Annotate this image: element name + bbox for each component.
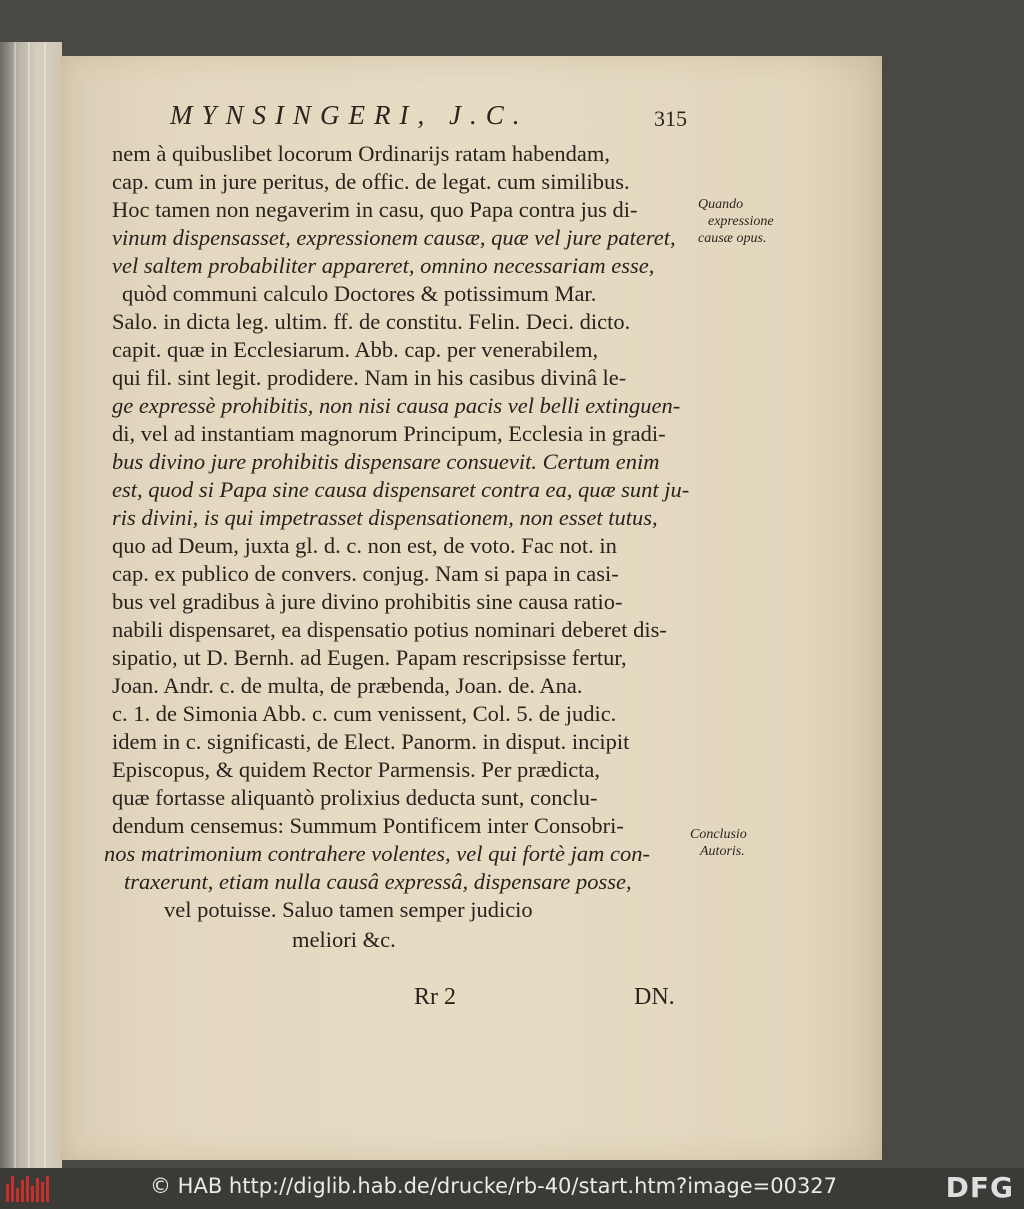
text-line: sipatio, ut D. Bernh. ad Eugen. Papam rescripsisse fertur, bbox=[112, 645, 627, 670]
text-line: vel potuisse. Saluo tamen semper judicio bbox=[164, 897, 533, 922]
page-number: 315 bbox=[654, 106, 687, 131]
margin-note-line: Autoris. bbox=[700, 844, 745, 859]
text-line: quòd communi calculo Doctores & potissimum Mar. bbox=[122, 281, 597, 306]
text-line: vinum dispensasset, expressionem causæ, quæ vel jure pateret, bbox=[112, 225, 676, 250]
hab-logo-icon bbox=[6, 1176, 50, 1202]
dfg-logo: DFG bbox=[945, 1171, 1014, 1204]
text-line: Hoc tamen non negaverim in casu, quo Papa contra jus di- bbox=[112, 197, 638, 222]
text-line: Episcopus, & quidem Rector Parmensis. Per prædicta, bbox=[112, 757, 601, 782]
text-line: quæ fortasse aliquantò prolixius deducta sunt, conclu- bbox=[112, 785, 598, 810]
margin-note-line: Conclusio bbox=[690, 827, 747, 842]
margin-note-line: causæ opus. bbox=[698, 231, 767, 246]
text-line: est, quod si Papa sine causa dispensaret contra ea, quæ sunt ju- bbox=[112, 477, 690, 502]
text-line: bus divino jure prohibitis dispensare consuevit. Certum enim bbox=[112, 449, 660, 474]
running-head: MYNSINGERI, J.C. bbox=[170, 100, 529, 130]
margin-note-line: Quando bbox=[698, 197, 744, 212]
text-line: Salo. in dicta leg. ultim. ff. de constitu. Felin. Deci. dicto. bbox=[112, 309, 631, 334]
margin-note bbox=[698, 196, 774, 247]
text-line: ge expressè prohibitis, non nisi causa pacis vel belli extinguen- bbox=[112, 393, 681, 418]
copyright-link[interactable]: © HAB http://diglib.hab.de/drucke/rb-40/start.htm?image=00327 bbox=[150, 1174, 838, 1198]
text-line: meliori &c. bbox=[292, 927, 396, 952]
text-line: vel saltem probabiliter appareret, omnino necessariam esse, bbox=[112, 253, 655, 278]
catchword: DN. bbox=[634, 984, 675, 1010]
text-line: ris divini, is qui impetrasset dispensationem, non esset tutus, bbox=[112, 505, 658, 530]
signature-mark: Rr 2 bbox=[414, 984, 456, 1010]
text-line: capit. quæ in Ecclesiarum. Abb. cap. per venerabilem, bbox=[112, 337, 599, 362]
text-line: nabili dispensaret, ea dispensatio potius nominari deberet dis- bbox=[112, 617, 667, 642]
margin-note-line: expressione bbox=[708, 214, 774, 229]
text-line: c. 1. de Simonia Abb. c. cum venissent, Col. 5. de judic. bbox=[112, 701, 617, 726]
text-line: traxerunt, etiam nulla causâ expressâ, dispensare posse, bbox=[124, 869, 632, 894]
text-line: nem à quibuslibet locorum Ordinarijs ratam habendam, bbox=[112, 141, 610, 166]
text-line: nos matrimonium contrahere volentes, vel qui fortè jam con- bbox=[104, 841, 650, 866]
viewer-footer-bar bbox=[0, 1168, 1024, 1209]
text-line: bus vel gradibus à jure divino prohibitis sine causa ratio- bbox=[112, 589, 623, 614]
text-line: dendum censemus: Summum Pontificem inter Consobri- bbox=[112, 813, 624, 838]
text-line: di, vel ad instantiam magnorum Principum, Ecclesia in gradi- bbox=[112, 421, 666, 446]
text-line: idem in c. significasti, de Elect. Panorm. in disput. incipit bbox=[112, 729, 630, 754]
book-gutter-edge bbox=[0, 42, 62, 1168]
text-line: Joan. Andr. c. de multa, de præbenda, Joan. de. Ana. bbox=[112, 673, 583, 698]
text-line: cap. ex publico de convers. conjug. Nam si papa in casi- bbox=[112, 561, 619, 586]
text-line: cap. cum in jure peritus, de offic. de legat. cum similibus. bbox=[112, 169, 630, 194]
text-line: quo ad Deum, juxta gl. d. c. non est, de voto. Fac not. in bbox=[112, 533, 617, 558]
text-line: qui fil. sint legit. prodidere. Nam in his casibus divinâ le- bbox=[112, 365, 627, 390]
margin-note bbox=[690, 826, 747, 860]
